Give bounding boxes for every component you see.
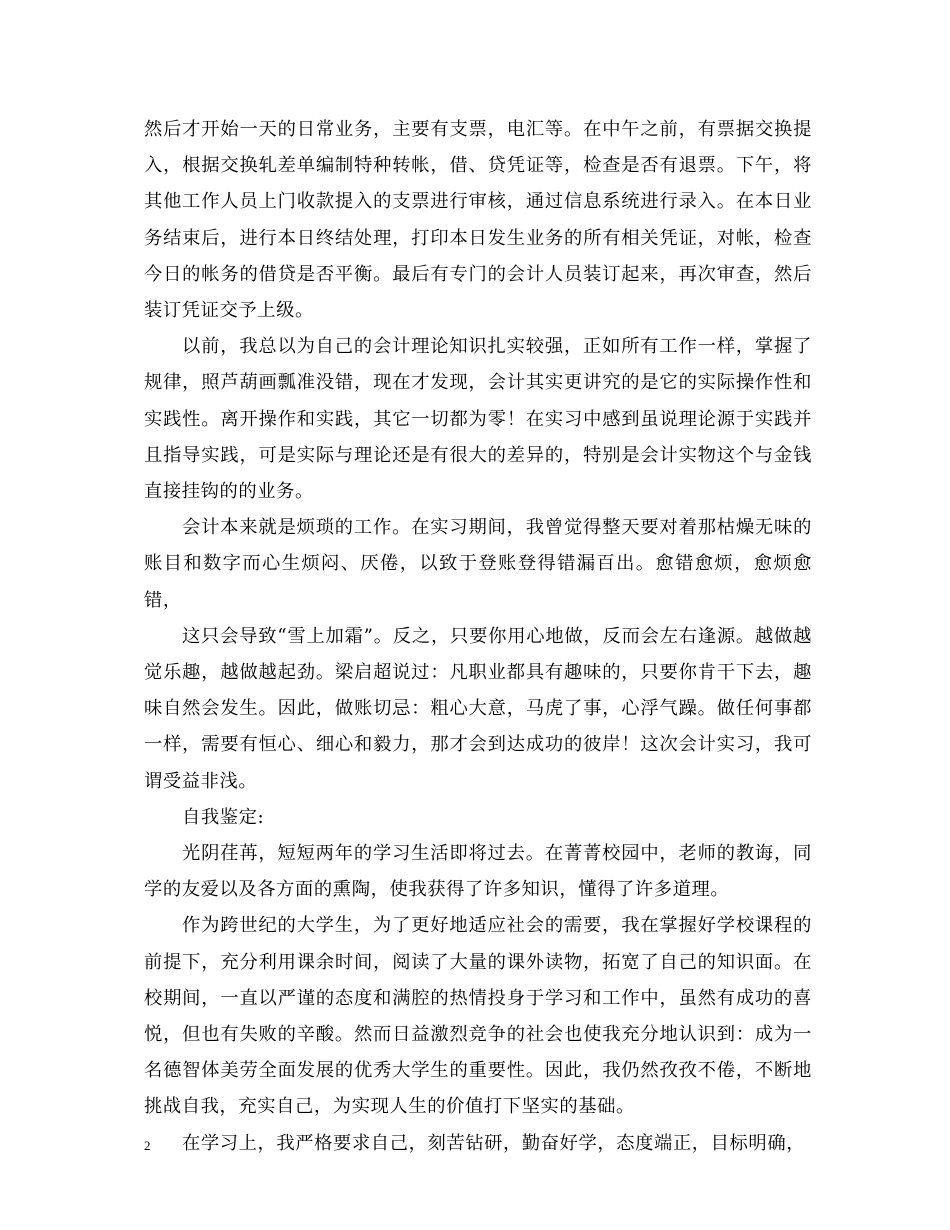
- section-heading-self-assessment: 自我鉴定:: [182, 806, 265, 828]
- page-number: 2: [144, 1138, 151, 1153]
- paragraph-7: 作为跨世纪的大学生，为了更好地适应社会的需要，我在掌握好学校课程的前提下，充分利用课余时间，阅读了大量的课外读物，拓宽了自己的知识面。在校期间，一直以严谨的态度和满腔的热情投身于学习和工作中，虽然有成功的喜悦，但也有失败的辛酸。然而日益激烈竞争的社会也使我充分地认识到：成为一名德智体美劳全面发展的优秀大学生的重要性。因此，我仍然孜孜不倦，不断地挑战自我，充实自己，为实现人生的价值打下坚实的基础。: [144, 915, 812, 1118]
- paragraph-1: 然后才开始一天的日常业务，主要有支票，电汇等。在中午之前，有票据交换提入，根据交换轧差单编制特种转帐，借、贷凭证等，检查是否有退票。下午，将其他工作人员上门收款提入的支票进行审核，通过信息系统进行录入。在本日业务结束后，进行本日终结处理，打印本日发生业务的所有相关凭证，对帐，检查今日的帐务的借贷是否平衡。最后有专门的会计人员装订起来，再次审查，然后装订凭证交予上级。: [144, 119, 812, 322]
- paragraph-4: 这只会导致“雪上加霜”。反之，只要你用心地做，反而会左右逢源。越做越觉乐趣，越做越起劲。梁启超说过：凡职业都具有趣味的，只要你肯干下去，趣味自然会发生。因此，做账切忌：粗心大意，马虎了事，心浮气躁。做任何事都一样，需要有恒心、细心和毅力，那才会到达成功的彼岸！这次会计实习，我可谓受益非浅。: [144, 625, 812, 792]
- paragraph-8: 在学习上，我严格要求自己，刻苦钻研，勤奋好学，态度端正，目标明确，: [182, 1132, 806, 1154]
- paragraph-3: 会计本来就是烦琐的工作。在实习期间，我曾觉得整天要对着那枯燥无味的账目和数字而心生烦闷、厌倦，以致于登账登得错漏百出。愈错愈烦，愈烦愈错，: [144, 517, 812, 611]
- paragraph-2: 以前，我总以为自己的会计理论知识扎实较强，正如所有工作一样，掌握了规律，照芦葫画瓢准没错，现在才发现，会计其实更讲究的是它的实际操作性和实践性。离开操作和实践，其它一切都为零！在实习中感到虽说理论源于实践并且指导实践，可是实际与理论还是有很大的差异的，特别是会计实物这个与金钱直接挂钩的的业务。: [144, 336, 812, 503]
- document-body: [144, 112, 812, 1162]
- paragraph-6: 光阴荏苒，短短两年的学习生活即将过去。在菁菁校园中，老师的教诲，同学的友爱以及各方面的熏陶，使我获得了许多知识，懂得了许多道理。: [144, 843, 812, 901]
